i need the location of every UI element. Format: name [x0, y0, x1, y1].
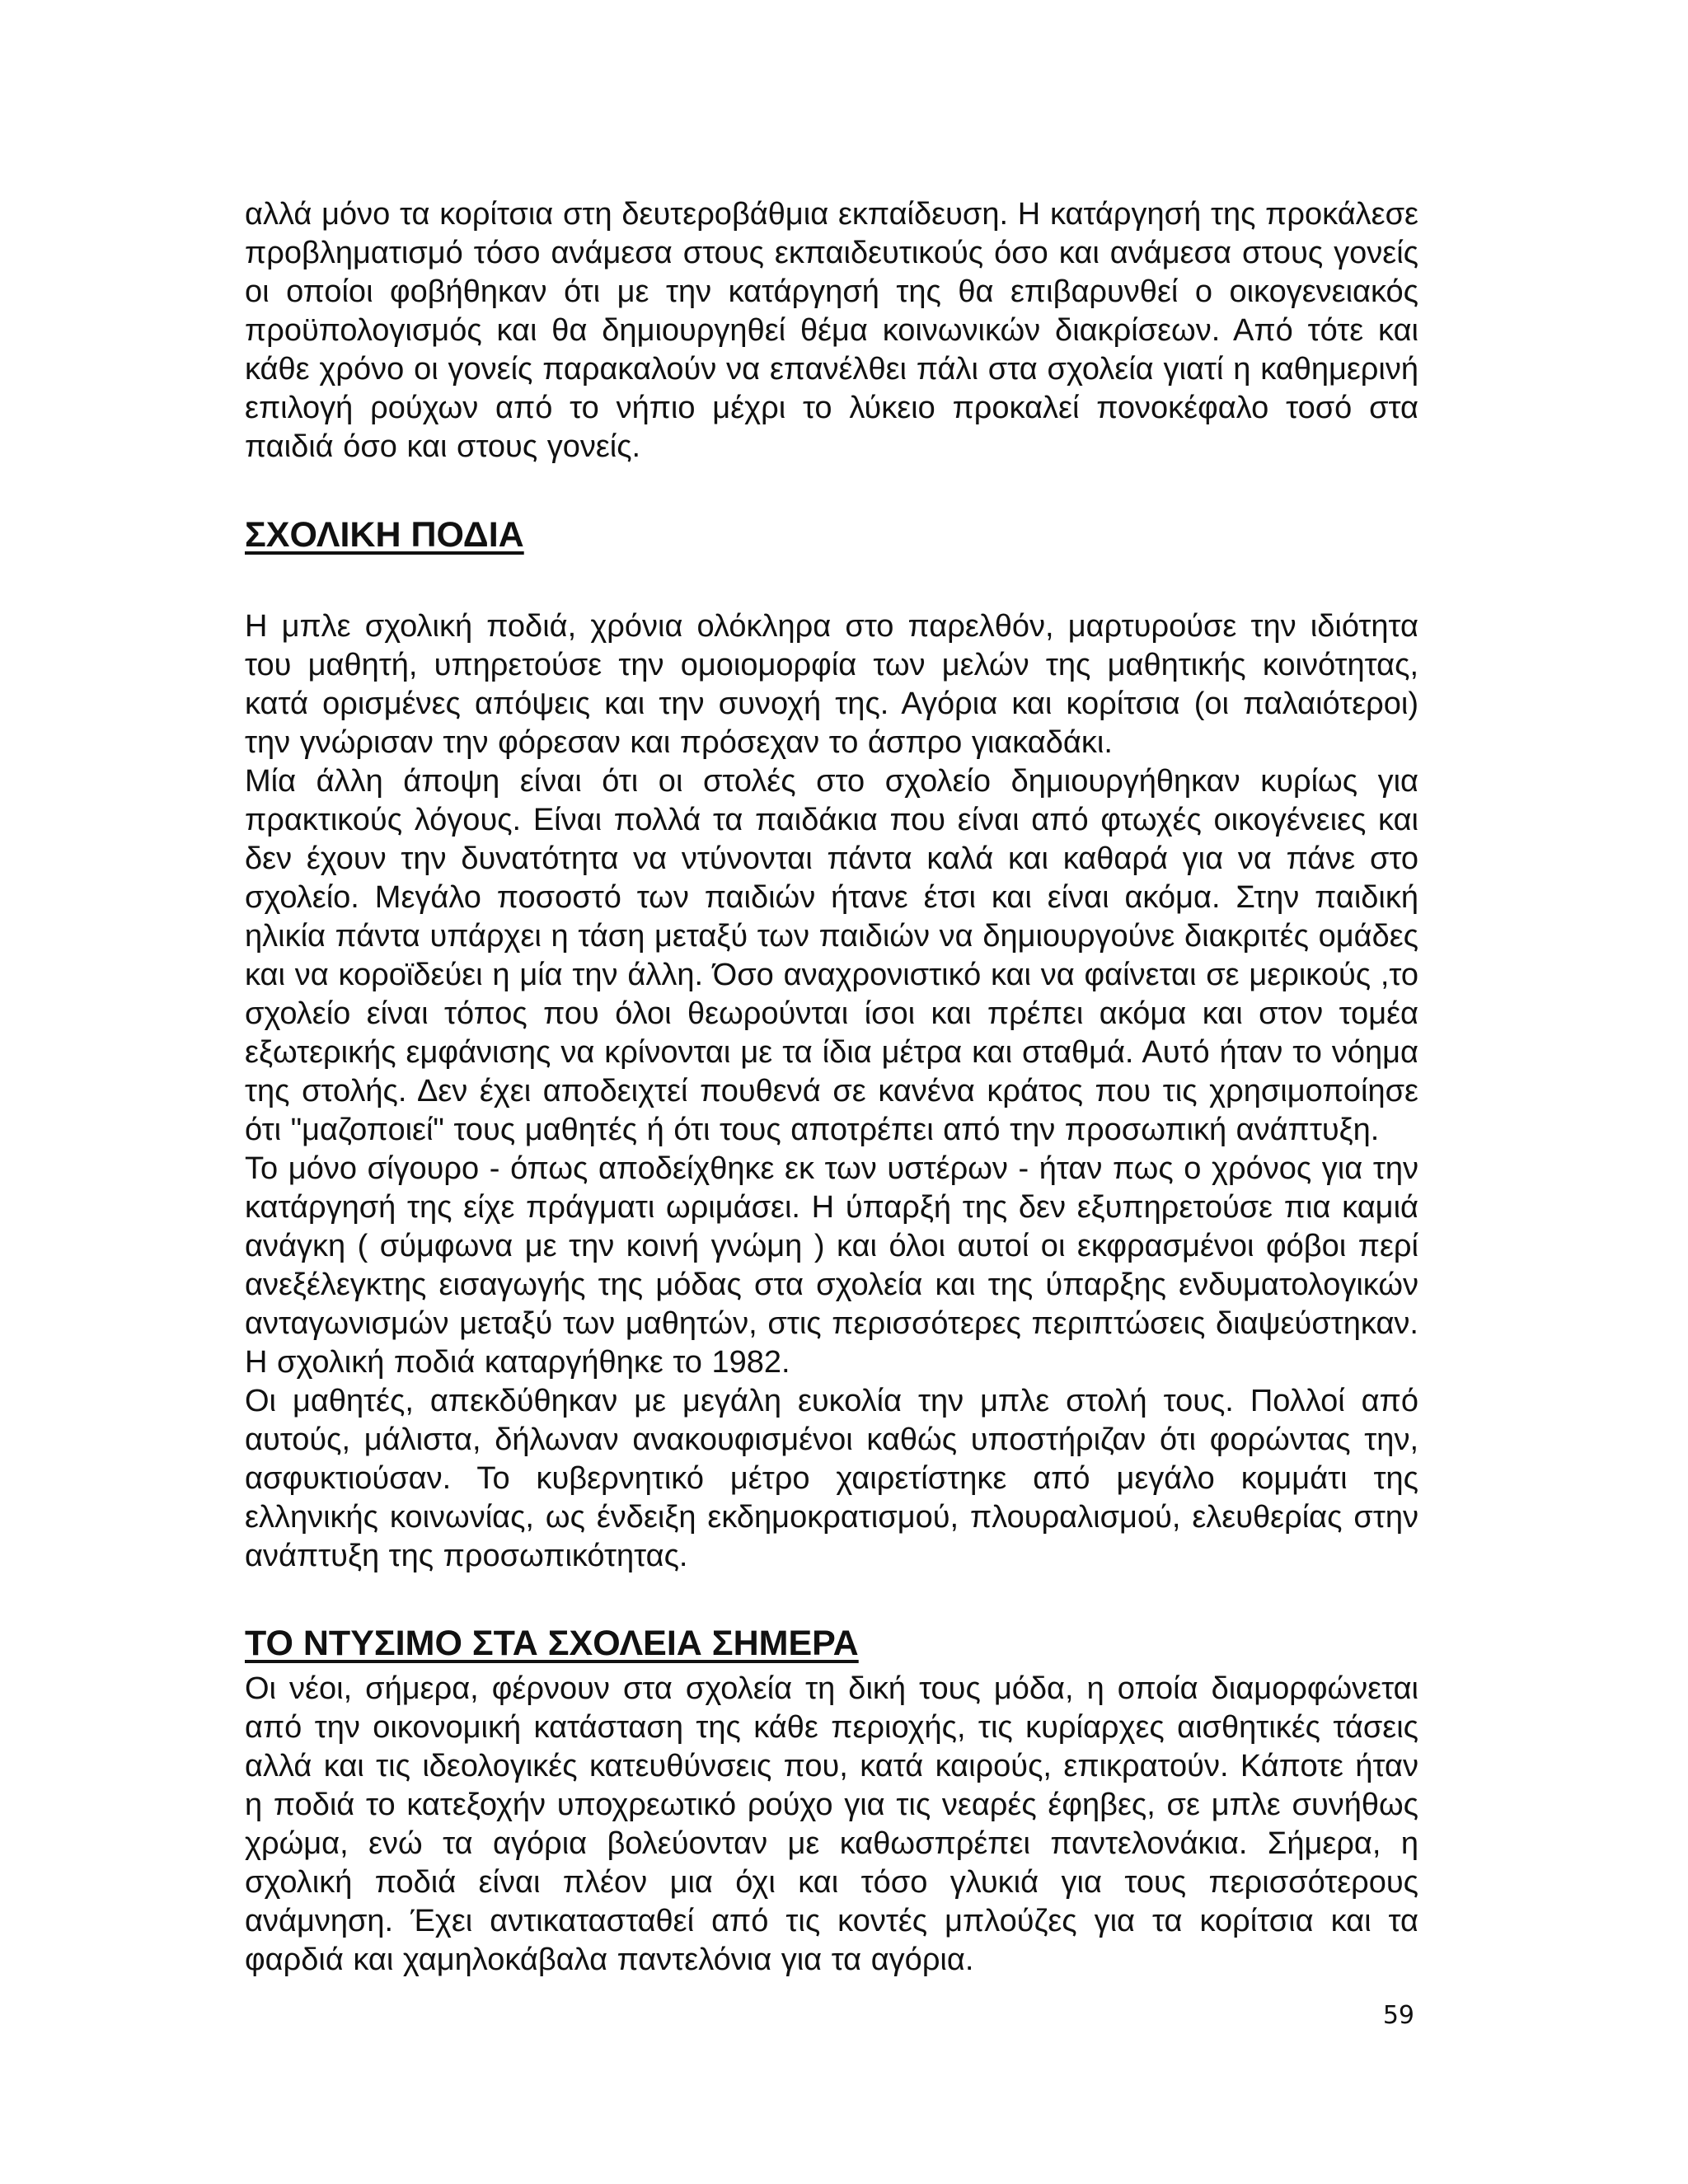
body-paragraph: Μία άλλη άποψη είναι ότι οι στολές στο σχολείο δημιουργήθηκαν κυρίως για πρακτικούς λόγους. Είναι πολλά τα παιδάκια που είναι από φτωχές οικογένειες και δεν έχουν την δυνατότητα να ντύνονται πάντα καλά και καθαρά για να πάνε στο σχολείο. Μεγάλο ποσοστό των παιδιών ήτανε έτσι και είναι ακόμα. Στην παιδική ηλικία πάντα υπάρχει η τάση μεταξύ των παιδιών να δημιουργούνε διακριτές ομάδες και να κοροϊδεύει η μία την άλλη. Όσο αναχρονιστικό και να φαίνεται σε μερικούς ,το σχολείο είναι τόπος που όλοι θεωρούνται ίσοι και πρέπει ακόμα και στον τομέα εξωτερικής εμφάνισης να κρίνονται με τα ίδια μέτρα και σταθμά. Αυτό ήταν το νόημα της στολής. Δεν έχει αποδειχτεί πουθενά σε κανένα κράτος που τις χρησιμοποίησε ότι "μαζοποιεί" τους μαθητές ή ότι τους αποτρέπει από την προσωπική ανάπτυξη. — [245, 764, 1418, 1147]
body-paragraph: Το μόνο σίγουρο - όπως αποδείχθηκε εκ των υστέρων - ήταν πως ο χρόνος για την κατάργησή της είχε πράγματι ωριμάσει. Η ύπαρξή της δεν εξυπηρετούσε πια καμιά ανάγκη ( σύμφωνα με την κοινή γνώμη ) και όλοι αυτοί οι εκφρασμένοι φόβοι περί ανεξέλεγκτης εισαγωγής της μόδας στα σχολεία και της ύπαρξης ενδυματολογικών ανταγωνισμών μεταξύ των μαθητών, στις περισσότερες περιπτώσεις διαψεύστηκαν. Η σχολική ποδιά καταργήθηκε το 1982. — [245, 1151, 1418, 1380]
body-paragraph: Οι νέοι, σήμερα, φέρνουν στα σχολεία τη δική τους μόδα, η οποία διαμορφώνεται από την οικονομική κατάσταση της κάθε περιοχής, τις κυρίαρχες αισθητικές τάσεις αλλά και τις ιδεολογικές κατευθύνσεις που, κατά καιρούς, επικρατούν. Κάποτε ήταν η ποδιά το κατεξοχήν υποχρεωτικό ρούχο για τις νεαρές έφηβες, σε μπλε συνήθως χρώμα, ενώ τα αγόρια βολεύονταν με καθωσπρέπει παντελονάκια. Σήμερα, η σχολική ποδιά είναι πλέον μια όχι και τόσο γλυκιά για τους περισσότερους ανάμνηση. Έχει αντικατασταθεί από τις κοντές μπλούζες για τα κορίτσια και τα φαρδιά και χαμηλοκάβαλα παντελόνια για τα αγόρια. — [245, 1671, 1418, 1977]
page-number: 59 — [1382, 2001, 1414, 2030]
section-heading-school-apron: ΣΧΟΛΙΚΗ ΠΟΔΙΑ — [245, 515, 524, 555]
page-content — [245, 195, 1418, 1980]
body-paragraph: Οι μαθητές, απεκδύθηκαν με μεγάλη ευκολία την μπλε στολή τους. Πολλοί από αυτούς, μάλιστα, δήλωναν ανακουφισμένοι καθώς υποστήριζαν ότι φορώντας την, ασφυκτιούσαν. Το κυβερνητικό μέτρο χαιρετίστηκε από μεγάλο κομμάτι της ελληνικής κοινωνίας, ως ένδειξη εκδημοκρατισμού, πλουραλισμού, ελευθερίας στην ανάπτυξη της προσωπικότητας. — [245, 1384, 1418, 1573]
section-heading-school-clothing-today: ΤΟ ΝΤΥΣΙΜΟ ΣΤΑ ΣΧΟΛΕΙΑ ΣΗΜΕΡΑ — [245, 1624, 859, 1663]
school-apron-section — [245, 607, 1418, 1576]
body-paragraph: Η μπλε σχολική ποδιά, χρόνια ολόκληρα στο παρελθόν, μαρτυρούσε την ιδιότητα του μαθητή, υπηρετούσε την ομοιομορφία των μελών της μαθητικής κοινότητας, κατά ορισμένες απόψεις και την συνοχή της. Αγόρια και κορίτσια (οι παλαιότεροι) την γνώρισαν την φόρεσαν και πρόσεχαν το άσπρο γιακαδάκι. — [245, 609, 1418, 760]
intro-paragraph: αλλά μόνο τα κορίτσια στη δευτεροβάθμια εκπαίδευση. Η κατάργησή της προκάλεσε προβληματισμό τόσο ανάμεσα στους εκπαιδευτικούς όσο και ανάμεσα στους γονείς οι οποίοι φοβήθηκαν ότι με την κατάργησή της θα επιβαρυνθεί ο οικογενειακός προϋπολογισμός και θα δημιουργηθεί θέμα κοινωνικών διακρίσεων. Από τότε και κάθε χρόνο οι γονείς παρακαλούν να επανέλθει πάλι στα σχολεία γιατί η καθημερινή επιλογή ρούχων από το νήπιο μέχρι το λύκειο προκαλεί πονοκέφαλο τοσό στα παιδιά όσο και στους γονείς. — [245, 197, 1418, 464]
school-clothing-today-section — [245, 1670, 1418, 1980]
intro-section — [245, 195, 1418, 466]
